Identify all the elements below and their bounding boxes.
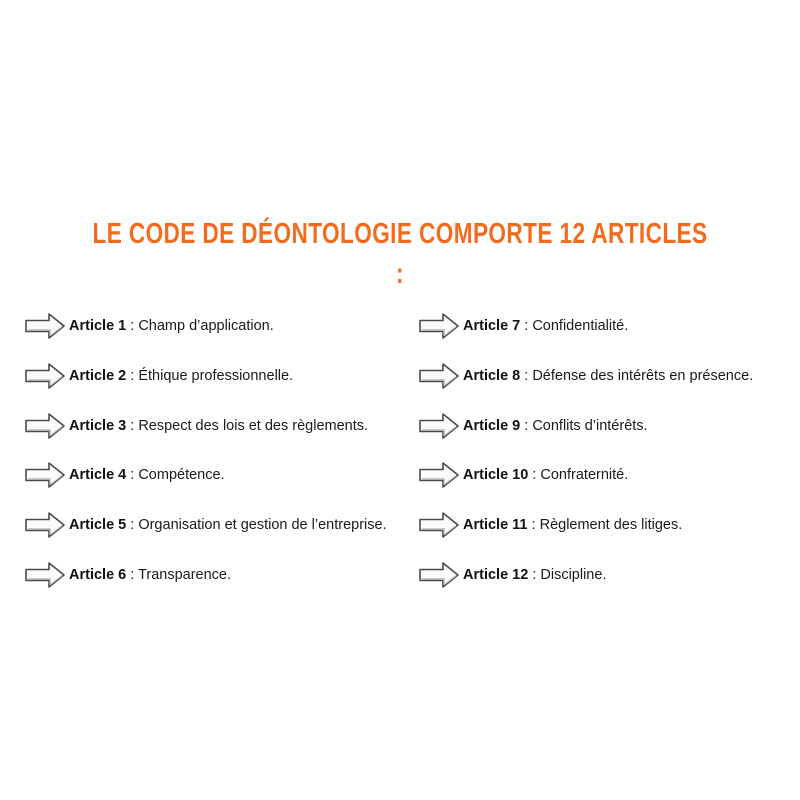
list-item-article-9	[418, 411, 648, 441]
article-label	[463, 517, 682, 533]
right-arrow-icon	[418, 311, 460, 341]
article-label	[69, 517, 387, 533]
list-item-article-7	[418, 311, 628, 341]
right-arrow-icon	[24, 510, 66, 540]
article-description: Transparence.	[138, 567, 232, 583]
article-label	[69, 368, 293, 384]
right-arrow-icon	[418, 411, 460, 441]
article-label	[463, 467, 628, 483]
list-item-article-1	[24, 311, 274, 341]
article-number: Article 12	[463, 567, 529, 583]
separator: :	[520, 318, 533, 334]
article-number: Article 8	[463, 368, 521, 384]
article-description: Confidentialité.	[532, 318, 629, 334]
right-arrow-icon	[24, 460, 66, 490]
separator: :	[126, 517, 139, 533]
list-item-article-5	[24, 510, 387, 540]
article-label	[463, 418, 648, 434]
list-item-article-4	[24, 460, 225, 490]
article-number: Article 6	[69, 567, 127, 583]
article-label	[463, 318, 628, 334]
article-number: Article 2	[69, 368, 127, 384]
right-arrow-icon	[24, 311, 66, 341]
right-arrow-icon	[418, 361, 460, 391]
article-description: Éthique professionnelle.	[138, 368, 294, 384]
article-description: Règlement des litiges.	[539, 517, 683, 533]
right-arrow-icon	[418, 510, 460, 540]
article-label	[69, 567, 231, 583]
article-label	[463, 567, 606, 583]
right-arrow-icon	[24, 361, 66, 391]
list-item-article-11	[418, 510, 682, 540]
list-item-article-2	[24, 361, 293, 391]
separator: :	[126, 318, 139, 334]
list-item-article-8	[418, 361, 753, 391]
list-item-article-3	[24, 411, 368, 441]
article-number: Article 11	[463, 517, 528, 533]
separator: :	[126, 368, 139, 384]
article-number: Article 10	[463, 467, 529, 483]
article-number: Article 1	[69, 318, 127, 334]
article-label	[69, 467, 225, 483]
article-number: Article 9	[463, 418, 521, 434]
list-item-article-6	[24, 560, 231, 590]
article-description: Confraternité.	[540, 467, 629, 483]
separator: :	[528, 467, 541, 483]
separator: :	[126, 418, 139, 434]
article-label	[463, 368, 753, 384]
article-description: Discipline.	[540, 567, 607, 583]
article-number: Article 5	[69, 517, 127, 533]
right-arrow-icon	[24, 411, 66, 441]
article-label	[69, 418, 368, 434]
page-title: LE CODE DE DÉONTOLOGIE COMPORTE 12 ARTICLES :	[92, 218, 708, 290]
article-number: Article 3	[69, 418, 127, 434]
separator: :	[527, 517, 540, 533]
article-description: Organisation et gestion de l’entreprise.	[138, 517, 387, 533]
article-number: Article 4	[69, 467, 127, 483]
article-description: Respect des lois et des règlements.	[138, 418, 369, 434]
article-description: Champ d’application.	[138, 318, 274, 334]
article-number: Article 7	[463, 318, 521, 334]
list-item-article-10	[418, 460, 628, 490]
article-label	[69, 318, 274, 334]
article-description: Défense des intérêts en présence.	[532, 368, 754, 384]
separator: :	[126, 467, 139, 483]
separator: :	[126, 567, 139, 583]
right-arrow-icon	[418, 560, 460, 590]
article-description: Compétence.	[138, 467, 225, 483]
article-description: Conflits d’intérêts.	[532, 418, 648, 434]
right-arrow-icon	[418, 460, 460, 490]
separator: :	[528, 567, 541, 583]
right-arrow-icon	[24, 560, 66, 590]
list-item-article-12	[418, 560, 606, 590]
separator: :	[520, 418, 533, 434]
separator: :	[520, 368, 533, 384]
